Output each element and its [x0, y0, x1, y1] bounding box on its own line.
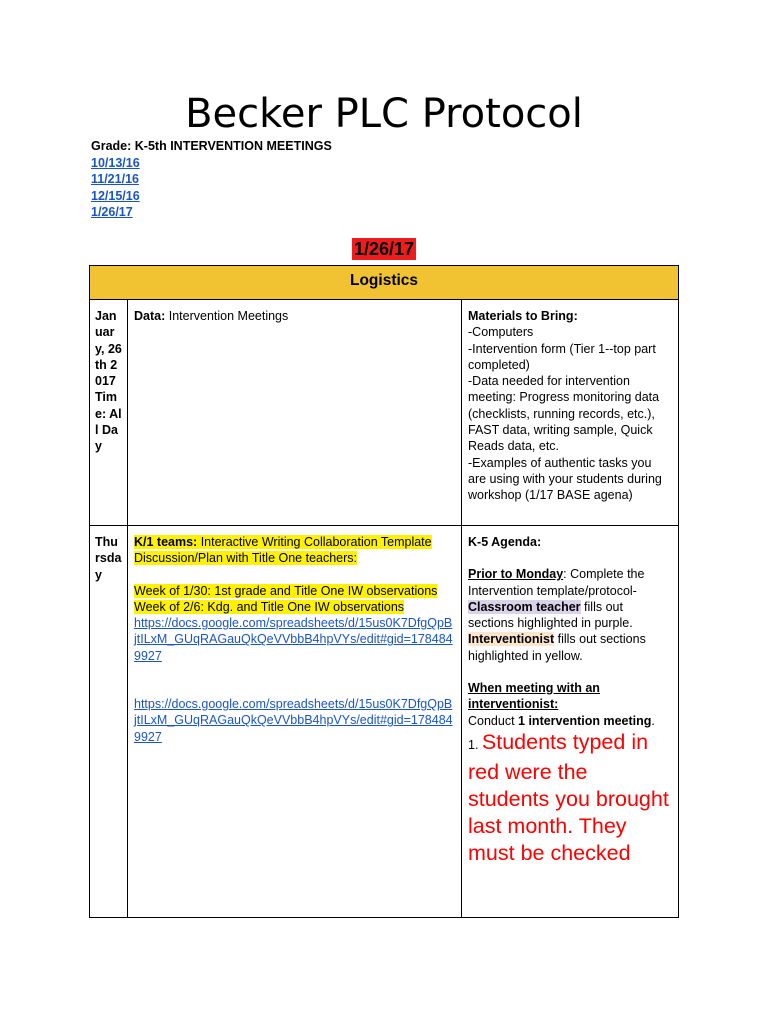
data-label: Data:: [134, 309, 166, 323]
item-number: 1.: [468, 737, 482, 752]
materials-item: -Examples of authentic tasks you are using with your students during workshop (1/17 BASE agena): [468, 455, 662, 503]
red-note: [468, 729, 672, 867]
conduct-line: Conduct 1 intervention meeting.: [468, 713, 655, 728]
day-cell: Thursday: [90, 526, 128, 918]
section-date: 1/26/17: [353, 239, 415, 259]
table-row: [90, 526, 679, 918]
grade-label: Grade:: [91, 139, 132, 153]
spreadsheet-link-1[interactable]: https://docs.google.com/spreadsheets/d/15us0K7DfgQpBjtILxM_GUqRAGauQkQeVVbbB4hpVYs/edit#gid=1784849927: [134, 616, 453, 663]
week-1-observation: Week of 1/30: 1st grade and Title One IW observations: [134, 583, 438, 598]
agenda-heading: K-5 Agenda:: [468, 535, 542, 549]
logistics-table: [89, 265, 679, 918]
section-date-heading: [0, 236, 768, 262]
meeting-link-3[interactable]: 12/15/16: [91, 188, 140, 203]
red-note-text: Students typed in red were the students you brought last month. They must be checked: [468, 729, 669, 865]
when-meeting-heading: When meeting with an interventionist:: [468, 681, 600, 712]
k1-text: Interactive Writing Collaboration Template Discussion/Plan with Title One teachers:: [134, 535, 432, 566]
table-row: [90, 300, 679, 526]
data-value: Intervention Meetings: [165, 309, 289, 323]
materials-item: -Computers: [468, 325, 534, 340]
materials-item: -Intervention form (Tier 1--top part completed): [468, 341, 656, 372]
meeting-link-1[interactable]: 10/13/16: [91, 155, 140, 170]
prior-label: Prior to Monday: [468, 567, 564, 582]
page-title: Becker PLC Protocol: [185, 91, 583, 137]
spreadsheet-link-2[interactable]: https://docs.google.com/spreadsheets/d/15us0K7DfgQpBjtILxM_GUqRAGauQkQeVVbbB4hpVYs/edit#gid=1784849927: [134, 697, 453, 744]
week-2-observation: Week of 2/6: Kdg. and Title One IW observations: [134, 599, 405, 614]
k1-teams-cell: [128, 526, 462, 918]
grade-text: K-5th INTERVENTION MEETINGS: [134, 139, 332, 153]
materials-heading: Materials to Bring:: [468, 309, 578, 323]
meeting-link-2[interactable]: 11/21/16: [91, 172, 139, 186]
data-cell: [128, 300, 462, 526]
classroom-teacher-highlight: Classroom teacher: [468, 599, 581, 614]
agenda-cell: [462, 526, 679, 918]
materials-item: -Data needed for intervention meeting: Progress monitoring data (checklists, running records, etc.), FAST data, writing sample, Quick Reads data, etc.: [468, 374, 660, 454]
date-time-cell: January, 26th 2017 Time: All Day: [90, 300, 128, 526]
meeting-link-4[interactable]: 1/26/17: [91, 205, 133, 219]
grade-line: [91, 138, 332, 155]
logistics-header: Logistics: [90, 266, 679, 300]
k1-label: K/1 teams:: [134, 535, 198, 549]
meeting-info: [91, 138, 332, 221]
interventionist-highlight: Interventionist: [468, 632, 555, 647]
materials-cell: [462, 300, 679, 526]
prior-to-monday: Prior to Monday: Complete the Intervention template/protocol-Classroom teacher fills out sections highlighted in purple. Interventionist fills out sections highlighted in yellow.: [468, 567, 646, 663]
